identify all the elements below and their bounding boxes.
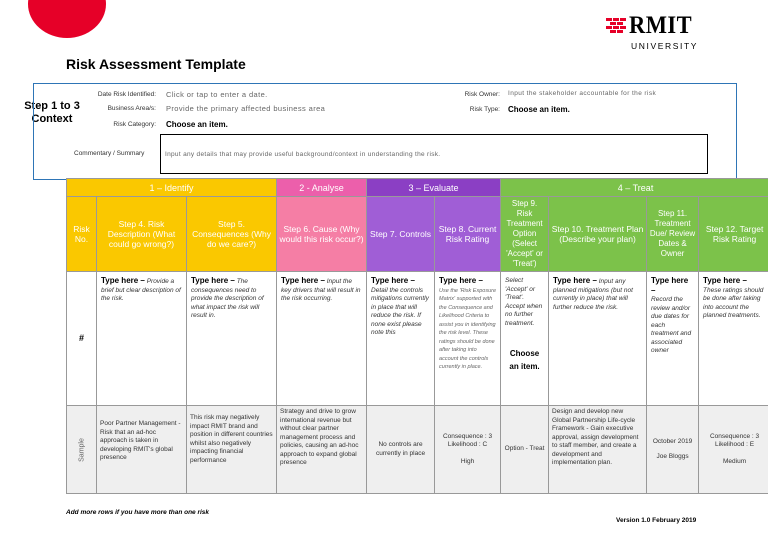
option-dropdown[interactable]: Choose an item. [509, 349, 540, 371]
sample-due [647, 406, 699, 494]
header-step-9: Step 9. Risk Treatment Option (Select 'Accept' or 'Treat') [501, 197, 549, 272]
controls-hint: Detail the controls mitigations currently in place that will reduce the risk. If none exist please note this [371, 286, 429, 336]
sample-label-cell [67, 406, 97, 494]
sample-consequences: This risk may negatively impact RMIT brand and position in different countries whilst also negatively impacting financial performance [187, 406, 277, 494]
risk-category-label: Risk Category: [113, 121, 156, 128]
risk-number: # [67, 272, 97, 406]
cause-input[interactable] [277, 272, 367, 406]
risk-register-table [66, 178, 768, 494]
type-here-label: Type here – [703, 276, 747, 285]
treatment-plan-input[interactable] [549, 272, 647, 406]
header-step-7: Step 7. Controls [367, 197, 435, 272]
step-header-row [67, 197, 768, 272]
commentary-label: Commentary / Summary [74, 150, 145, 157]
page-title: Risk Assessment Template [66, 56, 246, 72]
header-risk-no: Risk No. [67, 197, 97, 272]
sample-description: Poor Partner Management - Risk that an ad-hoc approach is taken in developing RMIT's global presence [97, 406, 187, 494]
type-here-label: Type here – [281, 276, 325, 285]
type-here-label: Type here – [191, 276, 235, 285]
sample-cause: Strategy and drive to grow international revenue but without clear partner management process and policies, causing an ad-hoc approach to expand global presence [277, 406, 367, 494]
sample-row [67, 406, 768, 494]
phase-header-row [67, 179, 768, 197]
phase-treat: 4 – Treat [501, 179, 768, 197]
rating-hint: Use the 'Risk Exposure Matrix' supported with the Consequence and Likelihood Criteria to assist you in identifying the risk level. These ratings should be done after taking into account the controls currently in place. [439, 287, 497, 370]
commentary-field[interactable] [160, 134, 708, 174]
controls-input[interactable] [367, 272, 435, 406]
version-label: Version 1.0 February 2019 [616, 517, 697, 524]
plan-hint: Input any planned mitigations (but not currently in place) that will further reduce the risk. [553, 278, 633, 311]
risk-owner-label: Risk Owner: [464, 91, 500, 98]
sample-label: Sample [78, 437, 85, 462]
sample-current-rating [435, 406, 501, 494]
header-step-10: Step 10. Treatment Plan (Describe your plan) [549, 197, 647, 272]
date-identified-field[interactable]: Click or tap to enter a date. [166, 90, 268, 99]
type-here-label: Type here – [371, 276, 415, 285]
risk-owner-field[interactable]: Input the stakeholder accountable for the risk [508, 90, 657, 97]
sample-due-owner: Joe Bloggs [656, 452, 689, 460]
logo-wordmark: RMIT [629, 12, 693, 39]
consequences-input[interactable] [187, 272, 277, 406]
risk-type-label: Risk Type: [469, 106, 500, 113]
header-step-5: Step 5. Consequences (Why do we care?) [187, 197, 277, 272]
header-step-6: Step 6. Cause (Why would this risk occur?) [277, 197, 367, 272]
sample-plan: Design and develop new Global Partnership Life-cycle Framework - Gain executive approval, assign development to staff member, and create a development and implementation plan. [549, 406, 647, 494]
input-row [67, 272, 768, 406]
business-area-field[interactable]: Provide the primary affected business area [166, 104, 326, 113]
type-here-label: Type here – [651, 276, 689, 295]
header-step-11: Step 11. Treatment Due/ Review Dates & Owner [647, 197, 699, 272]
header-step-4: Step 4. Risk Description (What could go wrong?) [97, 197, 187, 272]
footer-note: Add more rows if you have more than one risk [66, 509, 210, 516]
header-step-8: Step 8. Current Risk Rating [435, 197, 501, 272]
commentary-text: Input any details that may provide useful background/context in understanding the risk. [165, 151, 441, 158]
risk-category-dropdown[interactable]: Choose an item. [166, 120, 228, 129]
sample-target-consequence: Consequence : 3 [709, 432, 760, 440]
rmit-pixel-mark-icon [606, 18, 626, 36]
header-step-12: Step 12. Target Risk Rating [699, 197, 768, 272]
target-hint: These ratings should be done after taking into account the planned treatments. [703, 286, 764, 319]
date-identified-label: Date Risk Identified: [97, 91, 156, 98]
option-hint: Select 'Accept' or 'Treat'. Accept when no further treatment. [505, 277, 543, 327]
risk-type-dropdown[interactable]: Choose an item. [508, 105, 570, 114]
consequences-hint: The consequences need to provide the description of what impact the risk will result in. [191, 278, 264, 319]
target-rating-input[interactable] [699, 272, 768, 406]
decorative-red-circle [28, 0, 106, 38]
sample-consequence: Consequence : 3 [442, 432, 493, 440]
logo-subtitle: UNIVERSITY [631, 41, 699, 51]
sample-likelihood: Likelihood : C [447, 441, 488, 449]
type-here-label: Type here – [439, 276, 483, 285]
cause-hint: Input the key drivers that will result in the risk occurring. [281, 278, 361, 302]
treatment-option-input[interactable] [501, 272, 549, 406]
due-hint: Record the review and/or due dates for each treatment and associated owner [651, 296, 692, 354]
type-here-label: Type here – [553, 276, 597, 285]
sample-controls: No controls are currently in place [367, 406, 435, 494]
sample-target-rating [699, 406, 768, 494]
phase-evaluate: 3 – Evaluate [367, 179, 501, 197]
sample-target-likelihood: Likelihood : E [715, 441, 755, 449]
rmit-logo [606, 14, 716, 54]
due-dates-input[interactable] [647, 272, 699, 406]
sample-due-date: October 2019 [652, 438, 693, 445]
phase-analyse: 2 - Analyse [277, 179, 367, 197]
description-input[interactable] [97, 272, 187, 406]
business-area-label: Business Area/s: [107, 105, 156, 112]
sample-option: Option - Treat [501, 406, 549, 494]
sample-target-level: Medium [723, 457, 747, 465]
step-1-3-label: Step 1 to 3 Context [24, 100, 80, 125]
description-hint: Provide a brief but clear description of the risk. [101, 278, 181, 302]
phase-identify: 1 – Identify [67, 179, 277, 197]
current-rating-input[interactable] [435, 272, 501, 406]
type-here-label: Type here – [101, 276, 145, 285]
sample-rating-level: High [460, 457, 475, 465]
